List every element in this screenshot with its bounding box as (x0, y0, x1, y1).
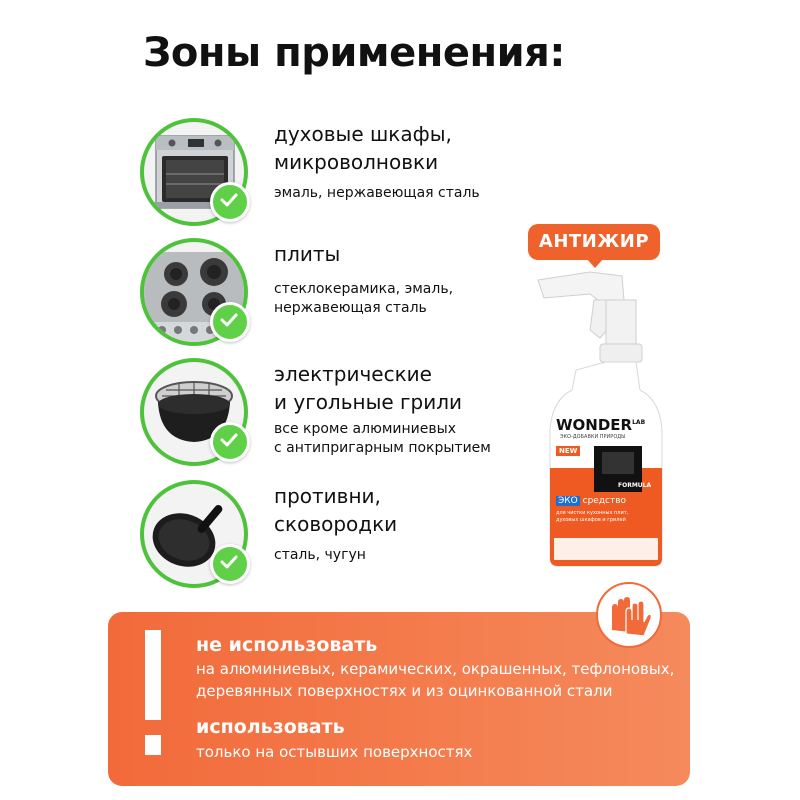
zone-description: сталь, чугун (274, 547, 366, 563)
use-title: использовать (196, 716, 345, 738)
brand-sup: LAB (632, 419, 646, 426)
check-icon (210, 422, 250, 462)
use-text: только на остывших поверхностях (196, 743, 473, 761)
product-type: средство (582, 496, 627, 506)
product-description: для чистки кухонных плит, духовых шкафов и грилей (556, 510, 629, 523)
zone-description: стеклокерамика, эмаль, нержавеющая сталь (274, 281, 454, 316)
zone-name: духовые шкафы, микроволновки (274, 122, 452, 174)
zone-grill (140, 358, 540, 468)
zone-oven (140, 118, 540, 228)
zone-description: эмаль, нержавеющая сталь (274, 185, 480, 201)
spray-bottle-icon (520, 220, 690, 580)
page-title: Зоны применения: (143, 30, 565, 76)
zone-name: плиты (274, 242, 341, 266)
check-icon (210, 302, 250, 342)
no-use-text: на алюминиевых, керамических, окрашенных, тефлоновых, деревянных поверхностях и из оцинкованной стали (196, 660, 675, 700)
zone-name: противни, сковородки (274, 484, 398, 536)
zone-frying-pan (140, 480, 540, 590)
exclamation-icon (145, 630, 161, 720)
check-icon (210, 182, 250, 222)
antigrease-badge: АНТИЖИР (528, 224, 660, 260)
zone-name: электрические и угольные грили (274, 362, 463, 414)
new-label: NEW (556, 446, 580, 456)
eco-label: ЭКО (558, 496, 578, 506)
formula-label: FORMULA (618, 482, 652, 489)
zone-stove (140, 238, 540, 348)
gloves-icon (596, 582, 662, 648)
brand-tagline: ЭКО-ДОБАВКИ ПРИРОДЫ (560, 434, 626, 440)
brand-name: WONDER (556, 416, 633, 434)
exclamation-dot (145, 735, 161, 755)
zone-description: все кроме алюминиевых с антипригарным покрытием (274, 421, 491, 456)
check-icon (210, 544, 250, 584)
product-bottle (520, 220, 690, 580)
no-use-title: не использовать (196, 634, 378, 656)
